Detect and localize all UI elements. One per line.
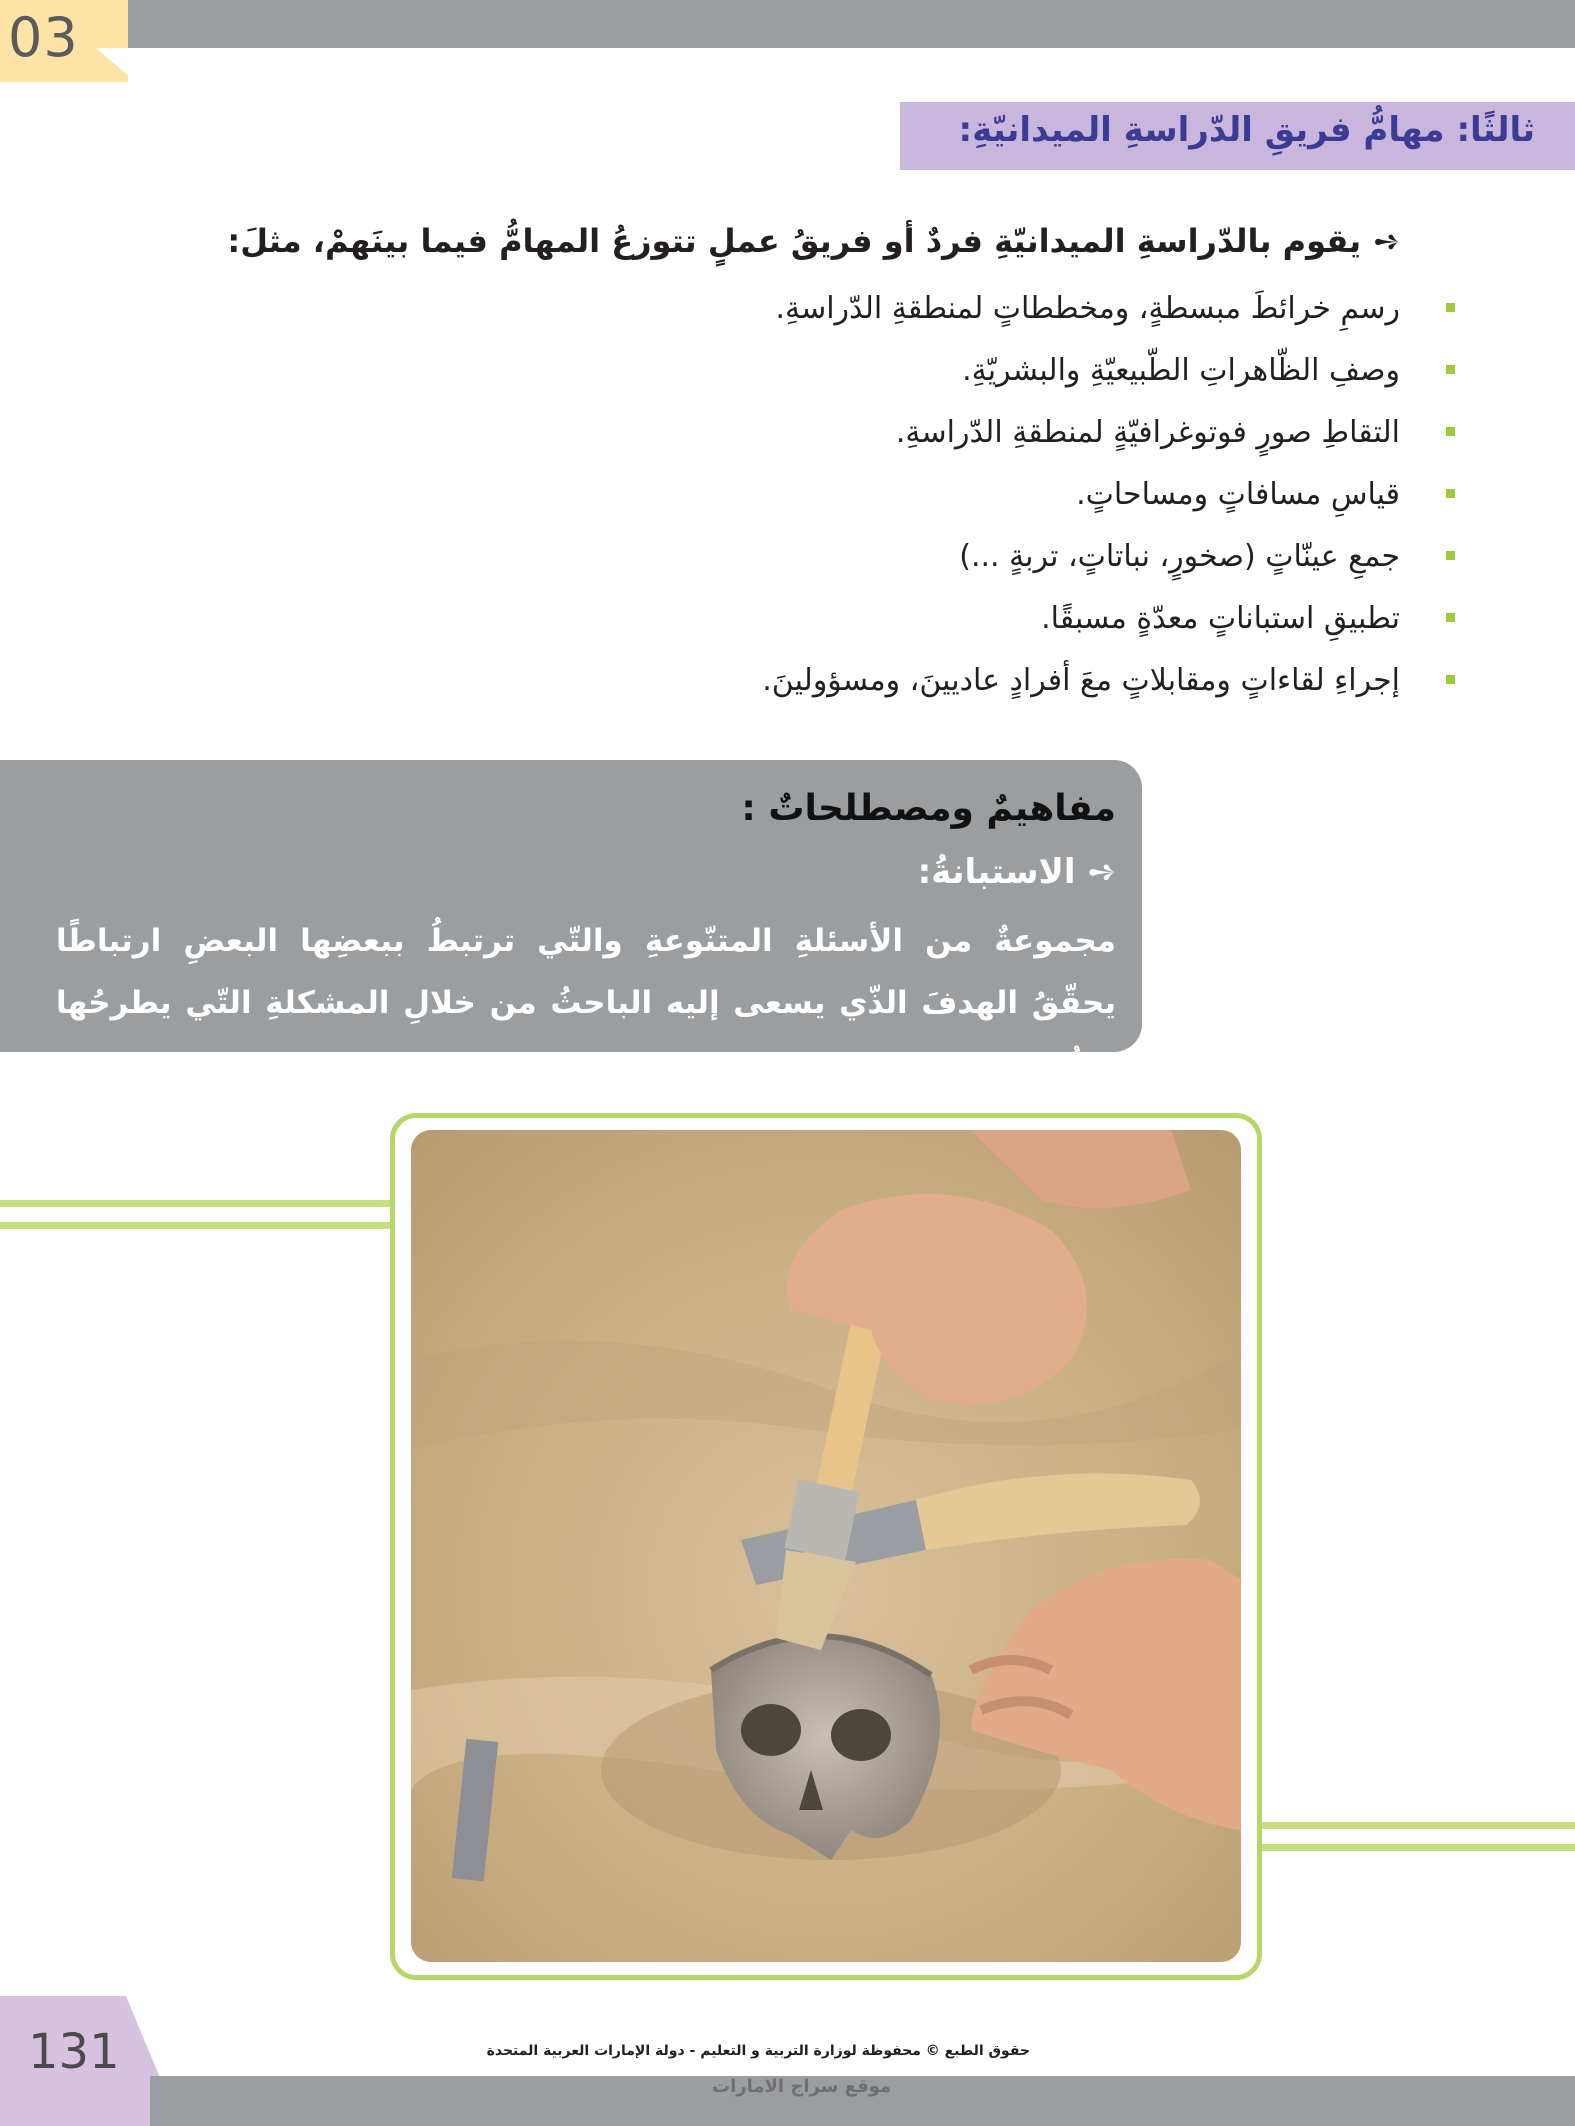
chapter-number: 03 [8,6,79,69]
intro-paragraph [227,222,1400,260]
excavation-photo [411,1130,1241,1962]
term-definition: مجموعةٌ من الأسئلةِ المتنّوعةِ والتّي ترتبطُ ببعضِها البعضِ ارتباطًا يحقّقُ الهدفَ الذّي يسعى إليه الباحثُ من خلالِ المشكلةِ التّي يطرحُها بحثُه. [56,923,1116,1083]
tasks-list [455,288,1455,722]
copyright-notice: حقوق الطبع © محفوظة لوزارة التربية و التعليم - دولة الإمارات العربية المتحدة [486,2043,1030,2059]
square-bullet-icon [1446,427,1455,436]
concepts-box [0,760,1142,1083]
divider-line [0,1222,392,1229]
divider-line [1262,1822,1575,1829]
list-item: تطبيقِ استباناتٍ معدّةٍ مسبقًا. [455,598,1455,660]
top-bar [0,0,1575,48]
list-item: قياسِ مسافاتٍ ومساحاتٍ. [455,474,1455,536]
square-bullet-icon [1446,613,1455,622]
term-heading [918,852,1116,892]
square-bullet-icon [1446,489,1455,498]
footer-site-name: موقع سراج الامارات [712,2076,892,2097]
square-bullet-icon [1446,551,1455,560]
divider-line [1262,1844,1575,1851]
list-item: جمعِ عينّاتٍ (صخورٍ، نباتاتٍ، تربةٍ ...) [455,536,1455,598]
square-bullet-icon [1446,303,1455,312]
list-item: رسمِ خرائطَ مبسطةٍ، ومخططاتٍ لمنطقةِ الدّراسةِ. [455,288,1455,350]
square-bullet-icon [1446,365,1455,374]
intro-text: يقوم بالدّراسةِ الميدانيّةِ فردٌ أو فريقُ عملٍ تتوزعُ المهامُّ فيما بينَهمْ، مثلَ: [227,222,1362,260]
divider-line [0,1200,392,1207]
square-bullet-icon [1446,675,1455,684]
page-number: 131 [28,2024,120,2080]
photo-frame [390,1113,1262,1980]
list-item: إجراءِ لقاءاتٍ ومقابلاتٍ معَ أفرادٍ عاديينَ، ومسؤولينَ. [455,660,1455,722]
arrow-icon: ➺ [1373,222,1400,260]
list-item: التقاطِ صورٍ فوتوغرافيّةٍ لمنطقةِ الدّراسةِ. [455,412,1455,474]
arrow-icon: ➺ [1087,852,1116,892]
list-item: وصفِ الظّاهراتِ الطّبيعيّةِ والبشريّةِ. [455,350,1455,412]
term-label: الاستبانةُ: [917,852,1076,892]
concepts-title: مفاهيمٌ ومصطلحاتٌ : [741,788,1116,829]
section-heading-band [900,102,1575,170]
section-heading: ثالثًا: مهامُّ فريقِ الدّراسةِ الميدانيّةِ: [958,110,1535,150]
